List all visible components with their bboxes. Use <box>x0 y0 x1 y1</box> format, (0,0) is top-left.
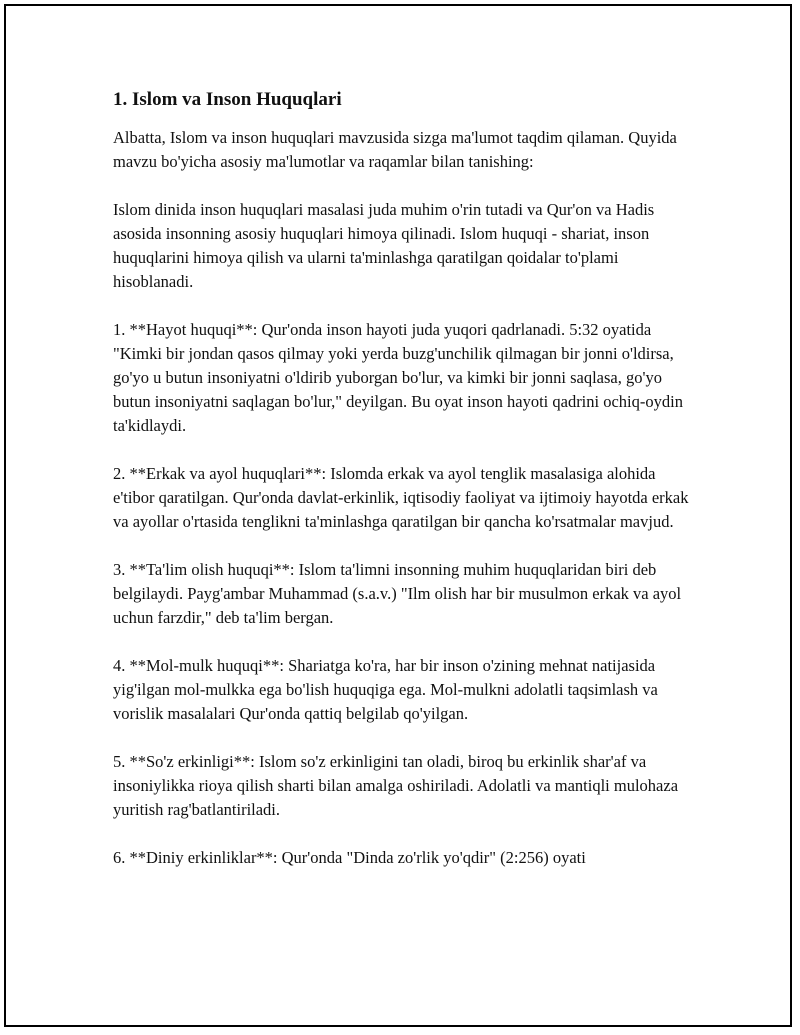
right-to-life-paragraph: 1. **Hayot huquqi**: Qur'onda inson hayoti juda yuqori qadrlanadi. 5:32 oyatida "Kimki bir jondan qasos qilmay yoki yerda buzg'unchilik qilmagan bir jonni o'ldirsa, go'yo u butun insoniyatni o'ldirib yuborgan bo'lur, va kimki bir jonni saqlasa, go'yo butun insoniyatni saqlagan bo'lur," deyilgan. Bu oyat inson hayoti qadrini ochiq-oydin ta'kidlaydi. <box>113 320 683 435</box>
document-title: 1. Islom va Inson Huquqlari <box>113 89 342 110</box>
education-right-paragraph: 3. **Ta'lim olish huquqi**: Islom ta'limni insonning muhim huquqlaridan biri deb belgilaydi. Payg'ambar Muhammad (s.a.v.) "Ilm olish har bir musulmon erkak va ayol uchun farzdir," deb ta'lim bergan. <box>113 560 682 627</box>
religious-freedom-paragraph: 6. **Diniy erkinliklar**: Qur'onda "Dinda zo'rlik yo'qdir" (2:256) oyati <box>113 848 586 867</box>
document-body <box>113 88 698 894</box>
overview-paragraph: Islom dinida inson huquqlari masalasi juda muhim o'rin tutadi va Qur'on va Hadis asosida insonning asosiy huquqlari himoya qilinadi. Islom huquqi - shariat, inson huquqlarini himoya qilish va ularni ta'minlashga qaratilgan qoidalar to'plami hisoblanadi. <box>113 200 655 291</box>
property-right-paragraph: 4. **Mol-mulk huquqi**: Shariatga ko'ra, har bir inson o'zining mehnat natijasida yig'ilgan mol-mulkka ega bo'lish huquqiga ega. Mol-mulkni adolatli taqsimlash va vorislik masalalari Qur'onda qattiq belgilab qo'yilgan. <box>113 656 658 723</box>
free-speech-paragraph: 5. **So'z erkinligi**: Islom so'z erkinligini tan oladi, biroq bu erkinlik shar'af va insoniylikka rioya qilish sharti bilan amalga oshiriladi. Adolatli va mantiqli mulohaza yuritish rag'batlantiriladi. <box>113 752 679 819</box>
intro-paragraph: Albatta, Islom va inson huquqlari mavzusida sizga ma'lumot taqdim qilaman. Quyida mavzu bo'yicha asosiy ma'lumotlar va raqamlar bilan tanishing: <box>113 128 677 171</box>
gender-rights-paragraph: 2. **Erkak va ayol huquqlari**: Islomda erkak va ayol tenglik masalasiga alohida e'tibor qaratilgan. Qur'onda davlat-erkinlik, iqtisodiy faoliyat va ijtimoiy hayotda erkak va ayollar o'rtasida tenglikni ta'minlashga qaratilgan bir qancha ko'rsatmalar mavjud. <box>113 464 689 531</box>
